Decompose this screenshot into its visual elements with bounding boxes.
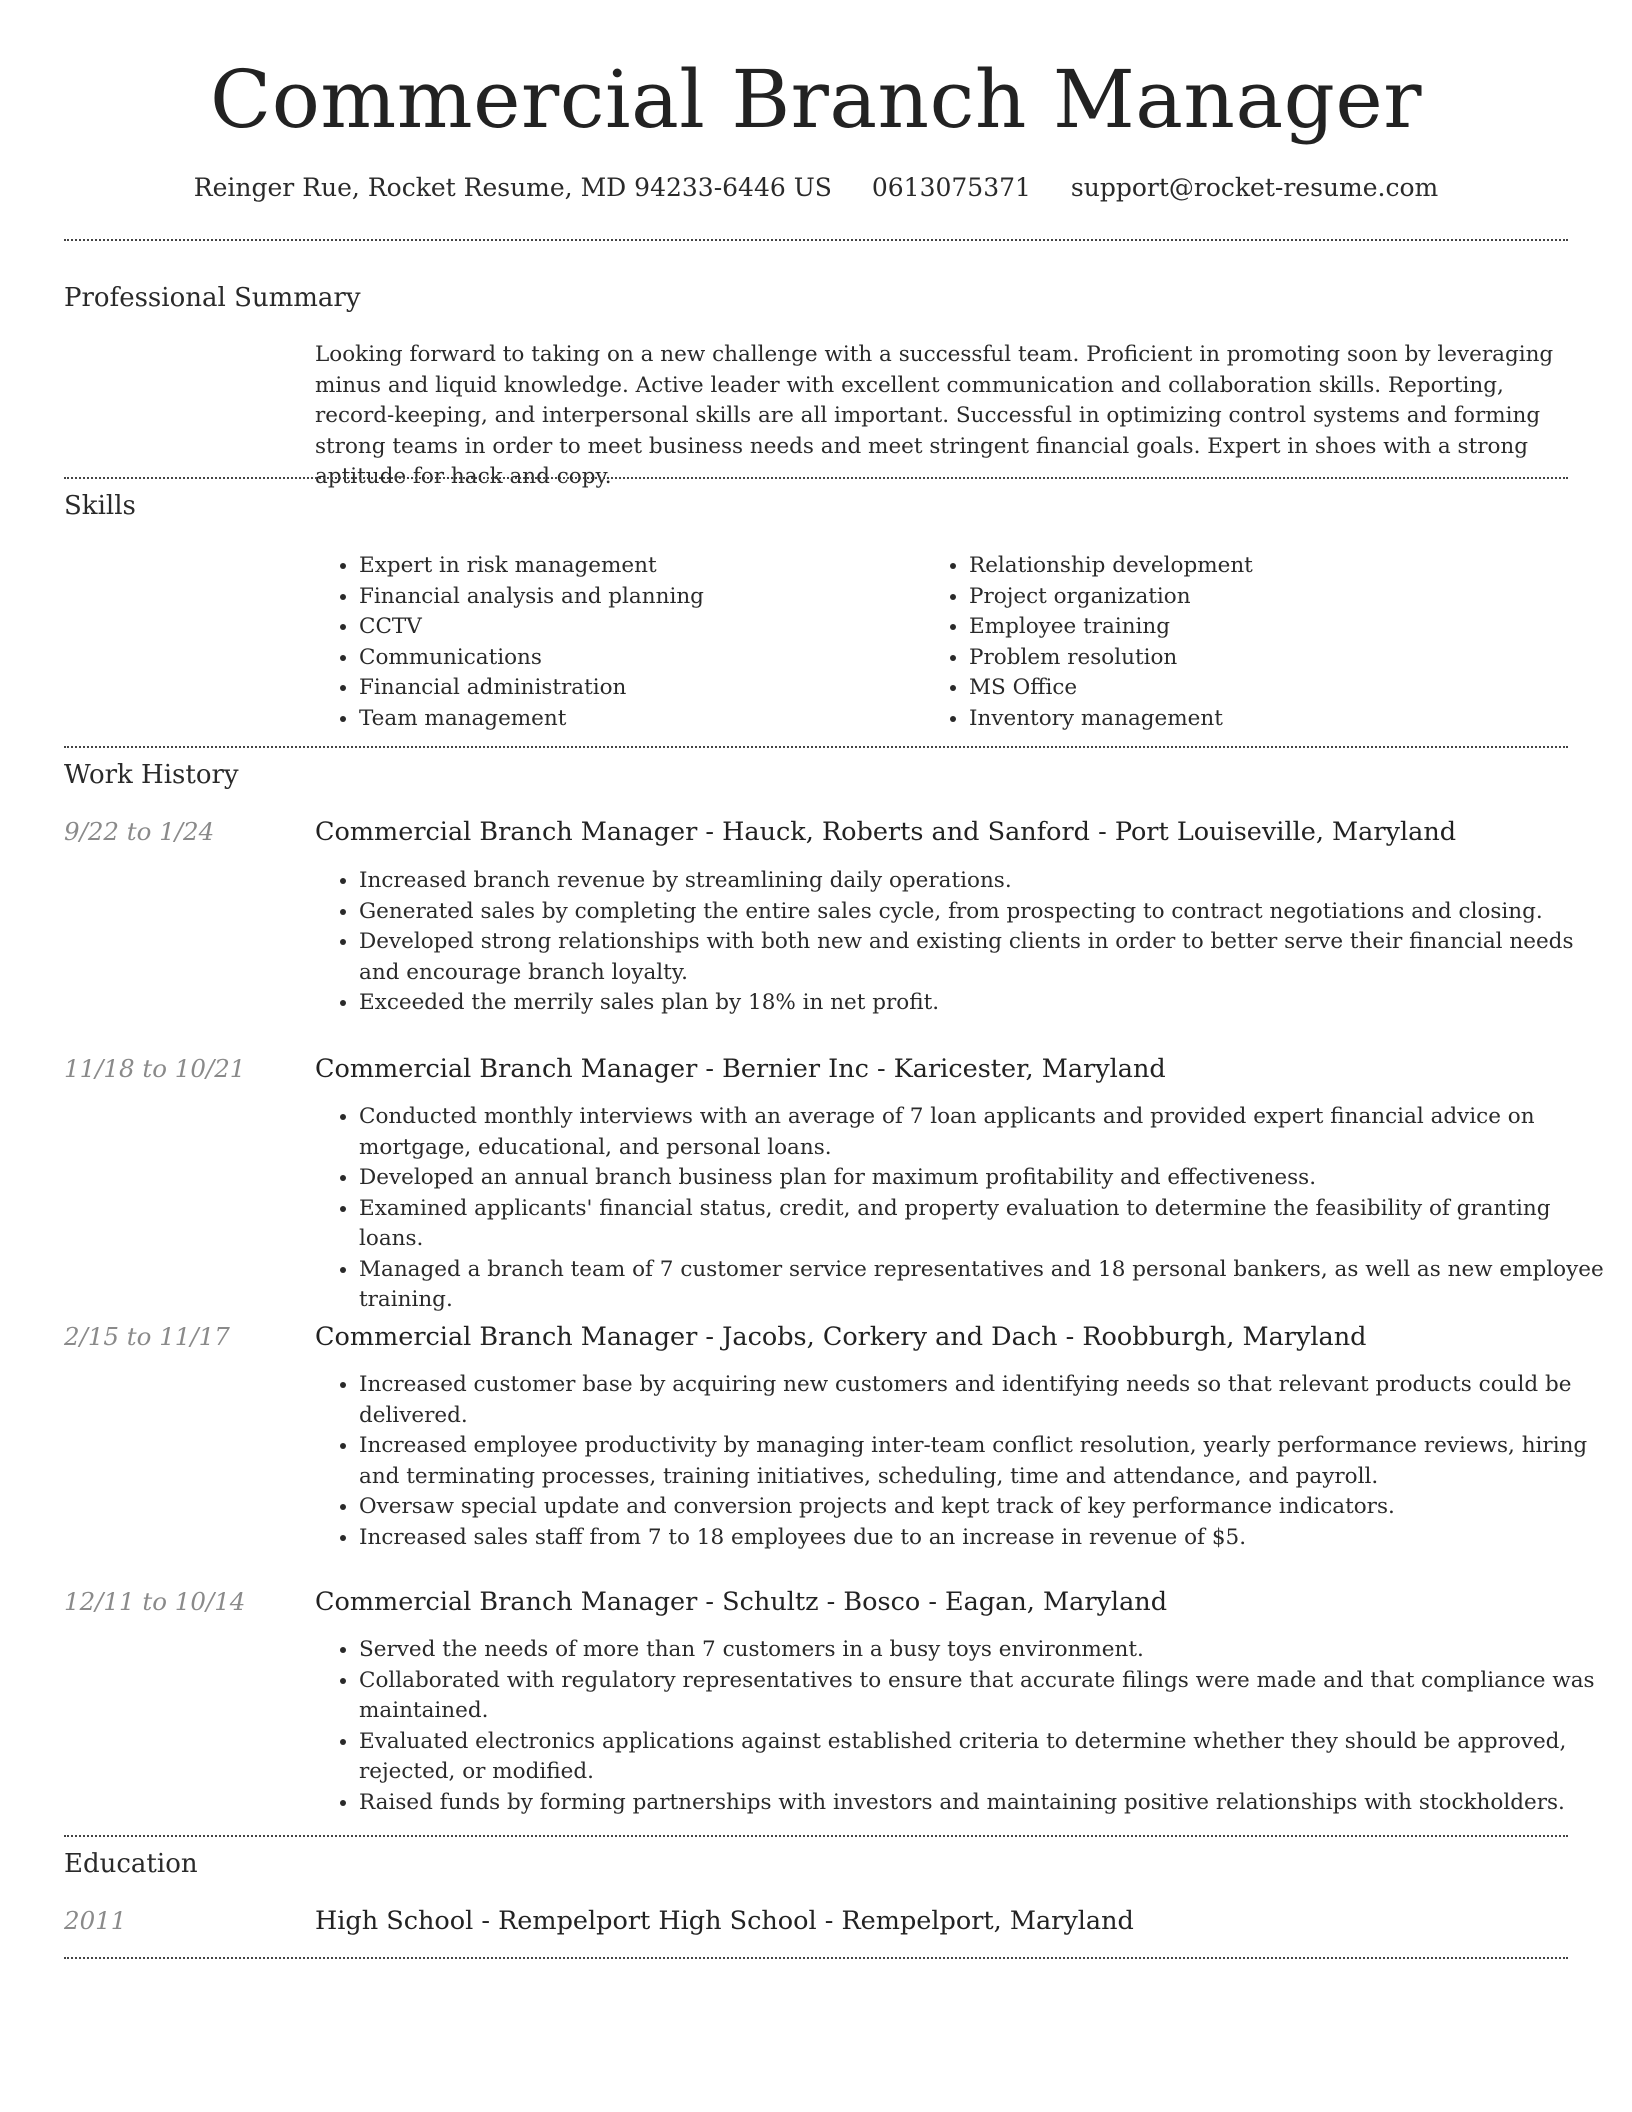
skill-item: • Problem resolution [969,643,1569,674]
job-bullet: • Generated sales by completing the entire sales cycle, from prospecting to contract negotiations and closing. [359,897,1614,928]
skill-item: • MS Office [969,673,1569,704]
skill-item: • Project organization [969,582,1569,613]
work-section-title: Work History [64,760,239,790]
divider-skills [64,746,1568,748]
job-bullets [315,1102,1614,1316]
job-bullets [315,1635,1614,1818]
contact-line [0,170,1632,206]
job-dates: 12/11 to 10/14 [64,1587,246,1616]
education-year: 2011 [64,1906,127,1935]
candidate-name: Commercial Branch Manager [210,53,1422,146]
job-bullet: • Raised funds by forming partnerships with investors and maintaining positive relationships with stockholders. [359,1788,1614,1819]
skill-item: • Relationship development [969,551,1569,582]
job-dates: 9/22 to 1/24 [64,817,215,846]
skills-list-right [925,551,1569,734]
skill-item: • Team management [359,704,919,735]
job-bullet: • Evaluated electronics applications against established criteria to determine whether they should be approved, rejected, or modified. [359,1727,1614,1788]
job-bullet: • Collaborated with regulatory representatives to ensure that accurate filings were made and that compliance was maintained. [359,1666,1614,1727]
job-bullets [315,866,1614,1019]
contact-email: support@rocket-resume.com [1070,173,1439,202]
skill-item: • Financial administration [359,673,919,704]
job-bullet: • Increased employee productivity by managing inter-team conflict resolution, yearly performance reviews, hiring and terminating processes, training initiatives, scheduling, time and attendance, and payroll. [359,1431,1614,1492]
divider-work [64,1835,1568,1837]
skill-item: • Financial analysis and planning [359,582,919,613]
contact-address: Reinger Rue, Rocket Resume, MD 94233-6446 US [193,173,832,202]
divider-education [64,1957,1568,1959]
job-bullet: • Increased sales staff from 7 to 18 employees due to an increase in revenue of $5. [359,1523,1614,1554]
skills-section-title: Skills [64,491,136,521]
contact-phone: 0613075371 [871,173,1031,202]
education-heading: High School - Rempelport High School - Rempelport, Maryland [315,1906,1134,1936]
divider-header [64,239,1568,241]
job-bullet: • Managed a branch team of 7 customer service representatives and 18 personal bankers, as well as new employee training. [359,1255,1614,1316]
skills-list-left [315,551,919,734]
job-heading: Commercial Branch Manager - Schultz - Bosco - Eagan, Maryland [315,1587,1168,1617]
job-bullet: • Increased branch revenue by streamlining daily operations. [359,866,1614,897]
skill-item: • Inventory management [969,704,1569,735]
job-heading: Commercial Branch Manager - Hauck, Roberts and Sanford - Port Louiseville, Maryland [315,817,1457,847]
job-bullet: • Oversaw special update and conversion projects and kept track of key performance indicators. [359,1492,1614,1523]
skill-item: • Employee training [969,612,1569,643]
job-bullet: • Developed strong relationships with both new and existing clients in order to better serve their financial needs and encourage branch loyalty. [359,927,1614,988]
job-bullet: • Increased customer base by acquiring new customers and identifying needs so that relevant products could be delivered. [359,1370,1614,1431]
job-heading: Commercial Branch Manager - Jacobs, Corkery and Dach - Roobburgh, Maryland [315,1322,1367,1352]
job-bullets [315,1370,1614,1553]
skill-item: • CCTV [359,612,919,643]
job-dates: 11/18 to 10/21 [64,1054,246,1083]
job-bullet: • Served the needs of more than 7 customers in a busy toys environment. [359,1635,1614,1666]
skill-item: • Expert in risk management [359,551,919,582]
education-section-title: Education [64,1849,198,1879]
job-bullet: • Exceeded the merrily sales plan by 18% in net profit. [359,988,1614,1019]
summary-text: Looking forward to taking on a new challenge with a successful team. Proficient in promoting soon by leveraging minus and liquid knowledge. Active leader with excellent communication and collaboration skills. Reporting, record-keeping, and interpersonal skills are all important. Successful in optimizing control systems and forming strong teams in order to meet business needs and meet stringent financial goals. Expert in shoes with a strong aptitude for hack and copy. [315,342,1554,489]
job-bullet: • Conducted monthly interviews with an average of 7 loan applicants and provided expert financial advice on mortgage, educational, and personal loans. [359,1102,1614,1163]
skill-item: • Communications [359,643,919,674]
job-dates: 2/15 to 11/17 [64,1322,230,1351]
job-bullet: • Developed an annual branch business plan for maximum profitability and effectiveness. [359,1163,1614,1194]
job-heading: Commercial Branch Manager - Bernier Inc - Karicester, Maryland [315,1054,1166,1084]
divider-summary [64,477,1568,479]
job-bullet: • Examined applicants' financial status, credit, and property evaluation to determine the feasibility of granting loans. [359,1194,1614,1255]
summary-section-title: Professional Summary [64,283,361,313]
